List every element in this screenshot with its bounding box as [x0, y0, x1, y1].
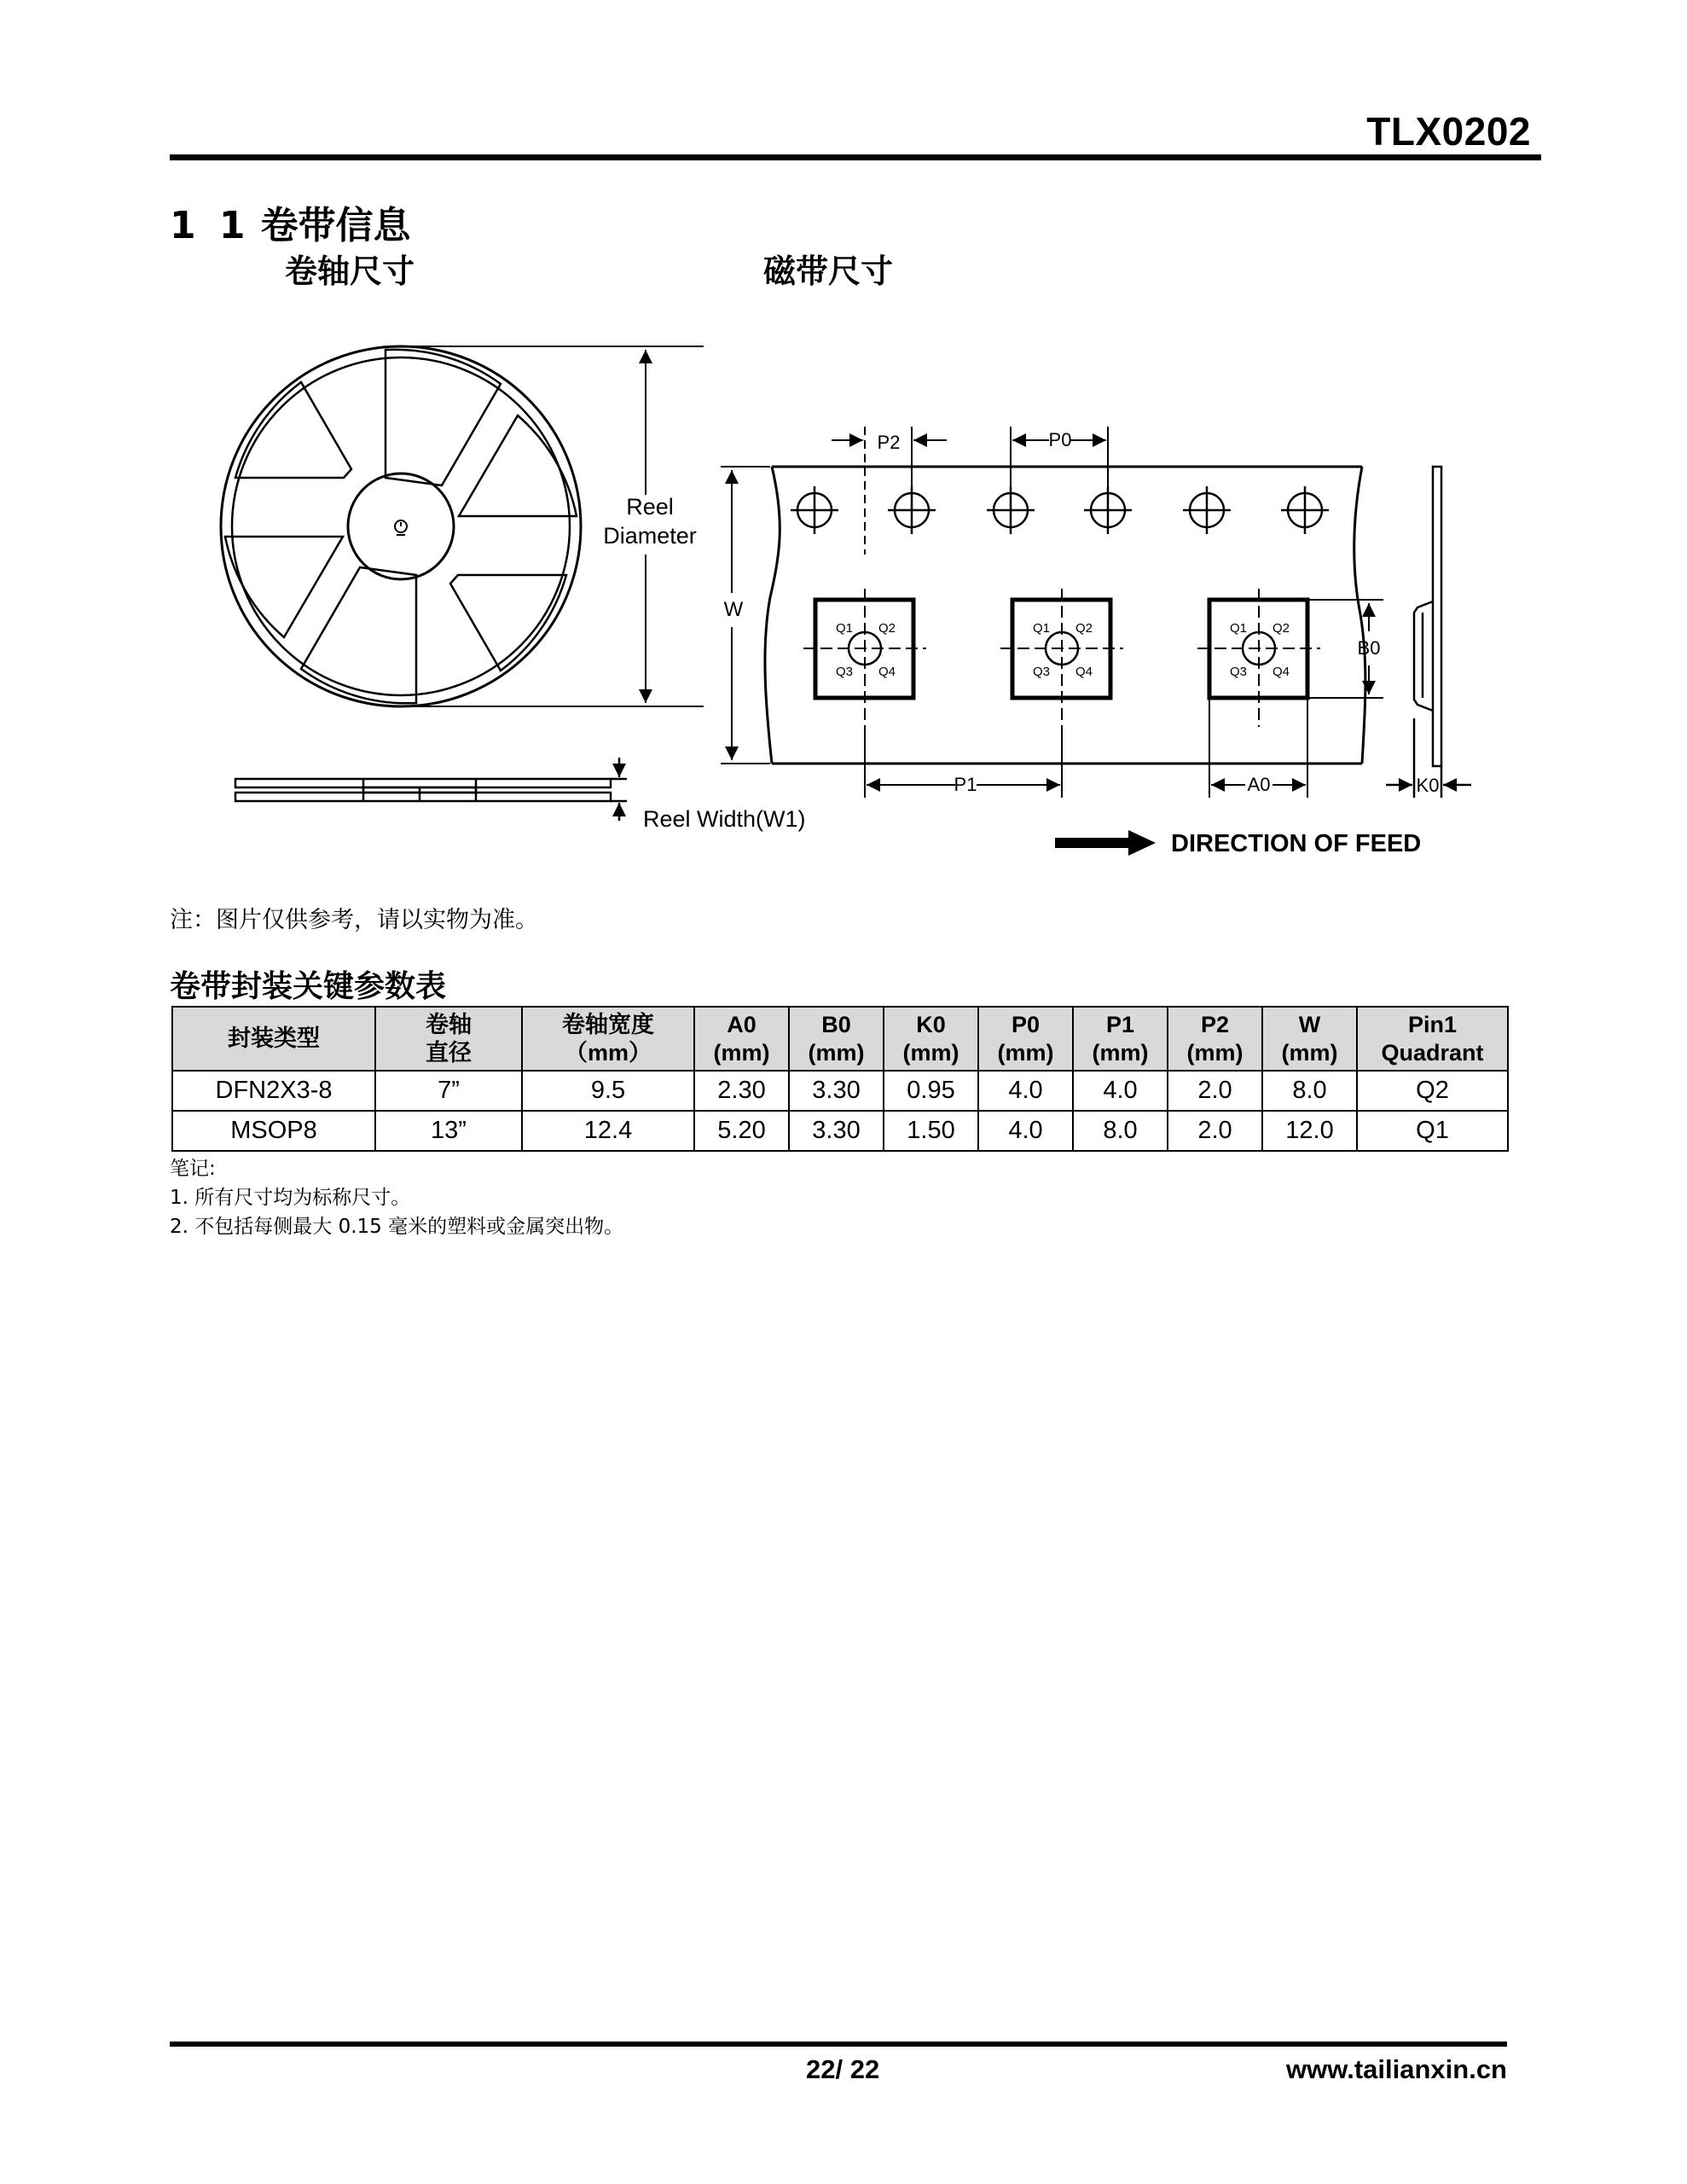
header-pin1-quadrant: Pin1 Quadrant: [1357, 1007, 1508, 1071]
sprocket-holes: [791, 486, 1329, 534]
table-cell: 13”: [375, 1111, 522, 1151]
q4-label: Q4: [878, 665, 896, 679]
table-row: [172, 1071, 1508, 1111]
feed-arrow: [1055, 830, 1156, 856]
q2-label: Q2: [878, 621, 896, 636]
table-cell: 4.0: [978, 1111, 1073, 1151]
remark-item: 2. 不包括每侧最大 0.15 毫米的塑料或金属突出物。: [170, 1216, 624, 1238]
table-cell: 12.4: [522, 1111, 694, 1151]
document-title: TLX0202: [1366, 109, 1531, 154]
table-cell: Q2: [1357, 1071, 1508, 1111]
table-cell: 5.20: [694, 1111, 789, 1151]
q3-label: Q3: [1032, 665, 1051, 679]
section-number: 1 1: [170, 204, 251, 247]
tape-reel-parameter-table: [171, 1006, 1509, 1152]
p2-label: P2: [877, 432, 901, 453]
pitch-bottom-dimensions: [865, 698, 1307, 798]
reel-tape-diagram: [0, 0, 1687, 896]
table-title: 卷带封装关键参数表: [170, 969, 447, 1004]
table-cell: 0.95: [884, 1071, 978, 1111]
q4-label: Q4: [1272, 665, 1290, 679]
header-k0: K0 (mm): [884, 1007, 978, 1071]
header-p0: P0 (mm): [978, 1007, 1073, 1071]
b0-label: B0: [1357, 637, 1381, 659]
image-disclaimer-note: 注：图片仅供参考，请以实物为准。: [170, 907, 538, 933]
q2-label: Q2: [1075, 621, 1093, 636]
table-cell: 2.30: [694, 1071, 789, 1111]
header-reel-width: 卷轴宽度 （mm）: [522, 1007, 694, 1071]
table-row: [172, 1111, 1508, 1151]
q3-label: Q3: [1229, 665, 1248, 679]
table-cell: 4.0: [978, 1071, 1073, 1111]
a0-label: A0: [1247, 774, 1271, 795]
w-label: W: [723, 598, 744, 621]
section-title: 卷带信息: [260, 204, 411, 247]
footer-rule: [170, 2042, 1507, 2047]
table-cell: 2.0: [1168, 1071, 1262, 1111]
q4-label: Q4: [1075, 665, 1093, 679]
table-cell: MSOP8: [172, 1111, 375, 1151]
reel-diameter-label-1: Reel: [626, 494, 674, 520]
table-cell: 8.0: [1262, 1071, 1357, 1111]
remarks: [170, 1154, 623, 1241]
k0-label: K0: [1416, 775, 1440, 796]
table-cell: DFN2X3-8: [172, 1071, 375, 1111]
website-link[interactable]: www.tailianxin.cn: [1286, 2054, 1507, 2084]
header-package-type: 封装类型: [172, 1007, 375, 1071]
table-cell: 1.50: [884, 1111, 978, 1151]
table-cell: 4.0: [1073, 1071, 1168, 1111]
table-header-row: [172, 1007, 1508, 1071]
header-a0: A0 (mm): [694, 1007, 789, 1071]
feed-direction-label: DIRECTION OF FEED: [1171, 830, 1422, 857]
table-cell: 3.30: [789, 1071, 884, 1111]
header-p2: P2 (mm): [1168, 1007, 1262, 1071]
q1-label: Q1: [835, 621, 854, 636]
table-cell: 8.0: [1073, 1111, 1168, 1151]
q2-label: Q2: [1272, 621, 1290, 636]
header-w: W (mm): [1262, 1007, 1357, 1071]
page-number: 22/ 22: [806, 2054, 880, 2084]
table-cell: 2.0: [1168, 1111, 1262, 1151]
remarks-title: 笔记:: [170, 1158, 216, 1180]
carrier-tape: [765, 467, 1365, 764]
q1-label: Q1: [1032, 621, 1051, 636]
tape-side-profile: [1386, 467, 1471, 798]
remark-item: 1. 所有尺寸均为标称尺寸。: [170, 1187, 411, 1209]
tape-pockets: [803, 589, 1320, 727]
table-cell: 3.30: [789, 1111, 884, 1151]
table-cell: 7”: [375, 1071, 522, 1111]
p0-label: P0: [1048, 429, 1072, 450]
reel-drawing: [221, 346, 581, 706]
header-reel-diameter: 卷轴 直径: [375, 1007, 522, 1071]
q1-label: Q1: [1229, 621, 1248, 636]
q3-label: Q3: [835, 665, 854, 679]
table-cell: Q1: [1357, 1111, 1508, 1151]
table-cell: 9.5: [522, 1071, 694, 1111]
header-b0: B0 (mm): [789, 1007, 884, 1071]
reel-side-view: [235, 758, 627, 821]
reel-diameter-label-2: Diameter: [603, 523, 697, 549]
header-p1: P1 (mm): [1073, 1007, 1168, 1071]
tape-dimensions-heading: 磁带尺寸: [763, 253, 894, 290]
table-cell: 12.0: [1262, 1111, 1357, 1151]
reel-width-label: Reel Width(W1): [643, 806, 806, 832]
p1-label: P1: [954, 774, 977, 795]
reel-dimensions-heading: 卷轴尺寸: [285, 253, 415, 290]
